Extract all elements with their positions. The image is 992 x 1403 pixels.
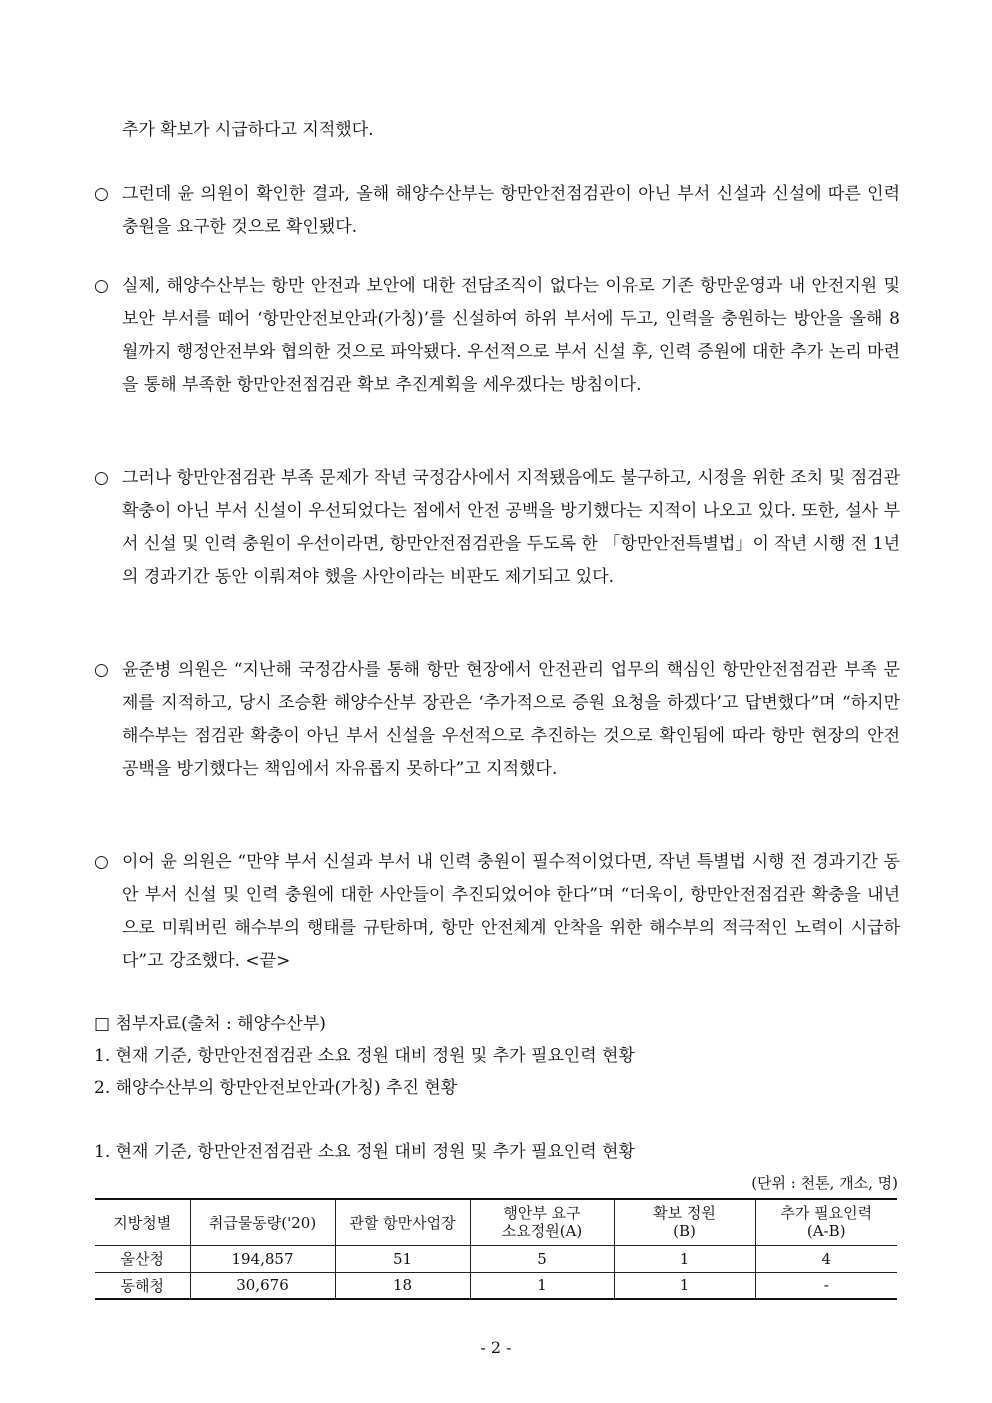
header-additional-line1: 추가 필요인력 — [780, 1204, 873, 1223]
cell-volume: 194,857 — [190, 1245, 335, 1272]
cell-additional: 4 — [755, 1245, 897, 1272]
circle-bullet-icon: ○ — [94, 852, 109, 872]
attachments-header: □ 첨부자료(출처 : 해양수산부) — [94, 1014, 326, 1034]
cell-sites: 51 — [335, 1245, 470, 1272]
cell-secured: 1 — [614, 1245, 755, 1272]
cell-volume: 30,676 — [190, 1272, 335, 1299]
circle-bullet-icon: ○ — [94, 276, 109, 296]
cell-required: 1 — [470, 1272, 614, 1299]
header-secured-line2: (B) — [673, 1222, 696, 1241]
header-office: 지방청별 — [95, 1199, 190, 1245]
table-title: 1. 현재 기준, 항만안전점검관 소요 정원 대비 정원 및 추가 필요인력 현황 — [94, 1142, 635, 1162]
circle-bullet-icon: ○ — [94, 184, 109, 204]
paragraph-1 — [94, 178, 900, 244]
page-number: - 2 - — [480, 1338, 512, 1357]
cell-additional: - — [755, 1272, 897, 1299]
paragraph-text: 윤준병 의원은 “지난해 국정감사를 통해 항만 현장에서 안전관리 업무의 핵심인 항만안전점검관 부족 문제를 지적하고, 당시 조승환 해양수산부 장관은 ‘추가적으로 증원 요청을 하겠다’고 답변했다”며 “하지만 해수부는 점검관 확충이 아닌 부서 신설을 우선적으로 추진하는 것으로 확인됨에 따라 항만 현장의 안전 공백을 방기했다는 책임에서 자유롭지 못하다”고 지적했다. — [122, 660, 900, 779]
paragraph-text: 그러나 항만안점검관 부족 문제가 작년 국정감사에서 지적됐음에도 불구하고, 시정을 위한 조치 및 점검관 확충이 아닌 부서 신설이 우선되었다는 점에서 안전 공백을 방기했다는 지적이 나오고 있다. 또한, 설사 부서 신설 및 인력 충원이 우선이라면, 항만안전점검관을 두도록 한 「항만안전특별법」이 작년 시행 전 1년의 경과기간 동안 이뤄져야 했을 사안이라는 비판도 제기되고 있다. — [122, 468, 900, 587]
attachment-item-1: 1. 현재 기준, 항만안전점검관 소요 정원 대비 정원 및 추가 필요인력 현황 — [94, 1046, 635, 1066]
paragraph-text: 실제, 해양수산부는 항만 안전과 보안에 대한 전담조직이 없다는 이유로 기존 항만운영과 내 안전지원 및 보안 부서를 떼어 ‘항만안전보안과(가칭)’를 신설하여 하위 부서에 두고, 인력을 충원하는 방안을 올해 8월까지 행정안전부와 협의한 것으로 파악됐다. 우선적으로 부서 신설 후, 인력 증원에 대한 추가 논리 마련을 통해 부족한 항만안전점검관 확보 추진계획을 세우겠다는 방침이다. — [122, 276, 900, 395]
header-additional-line2: (A-B) — [806, 1222, 846, 1241]
header-required-line2: 소요정원(A) — [501, 1222, 583, 1241]
header-sites: 관할 항만사업장 — [335, 1199, 470, 1245]
continuation-text: 추가 확보가 시급하다고 지적했다. — [122, 120, 374, 140]
cell-office: 울산청 — [95, 1245, 190, 1272]
paragraph-text: 그런데 윤 의원이 확인한 결과, 올해 해양수산부는 항만안전점검관이 아닌 부서 신설과 신설에 따른 인력 충원을 요구한 것으로 확인됐다. — [122, 184, 900, 237]
header-required-line1: 행안부 요구 — [503, 1204, 581, 1223]
paragraph-3 — [94, 462, 900, 594]
header-secured-line1: 확보 정원 — [653, 1204, 716, 1223]
circle-bullet-icon: ○ — [94, 468, 109, 488]
cell-sites: 18 — [335, 1272, 470, 1299]
staffing-table — [95, 1198, 897, 1300]
cell-required: 5 — [470, 1245, 614, 1272]
header-required — [470, 1199, 614, 1245]
paragraph-text: 이어 윤 의원은 “만약 부서 신설과 부서 내 인력 충원이 필수적이었다면, 작년 특별법 시행 전 경과기간 동안 부서 신설 및 인력 충원에 대한 사안들이 추진되었어야 한다”며 “더욱이, 항만안전점검관 확충을 내년으로 미뤄버린 해수부의 행태를 규탄하며, 항만 안전체계 안착을 위한 해수부의 적극적인 노력이 시급하다”고 강조했다. <끝> — [122, 852, 900, 971]
header-volume: 취급물동량('20) — [190, 1199, 335, 1245]
cell-office: 동해청 — [95, 1272, 190, 1299]
paragraph-5 — [94, 846, 900, 978]
header-secured — [614, 1199, 755, 1245]
table-row — [95, 1272, 897, 1299]
table-unit-note: (단위 : 천톤, 개소, 명) — [751, 1174, 898, 1192]
table-row — [95, 1245, 897, 1272]
paragraph-4 — [94, 654, 900, 786]
table-header-row — [95, 1199, 897, 1245]
paragraph-2 — [94, 270, 900, 402]
attachment-item-2: 2. 해양수산부의 항만안전보안과(가칭) 추진 현황 — [94, 1078, 458, 1098]
circle-bullet-icon: ○ — [94, 660, 109, 680]
header-additional — [755, 1199, 897, 1245]
cell-secured: 1 — [614, 1272, 755, 1299]
